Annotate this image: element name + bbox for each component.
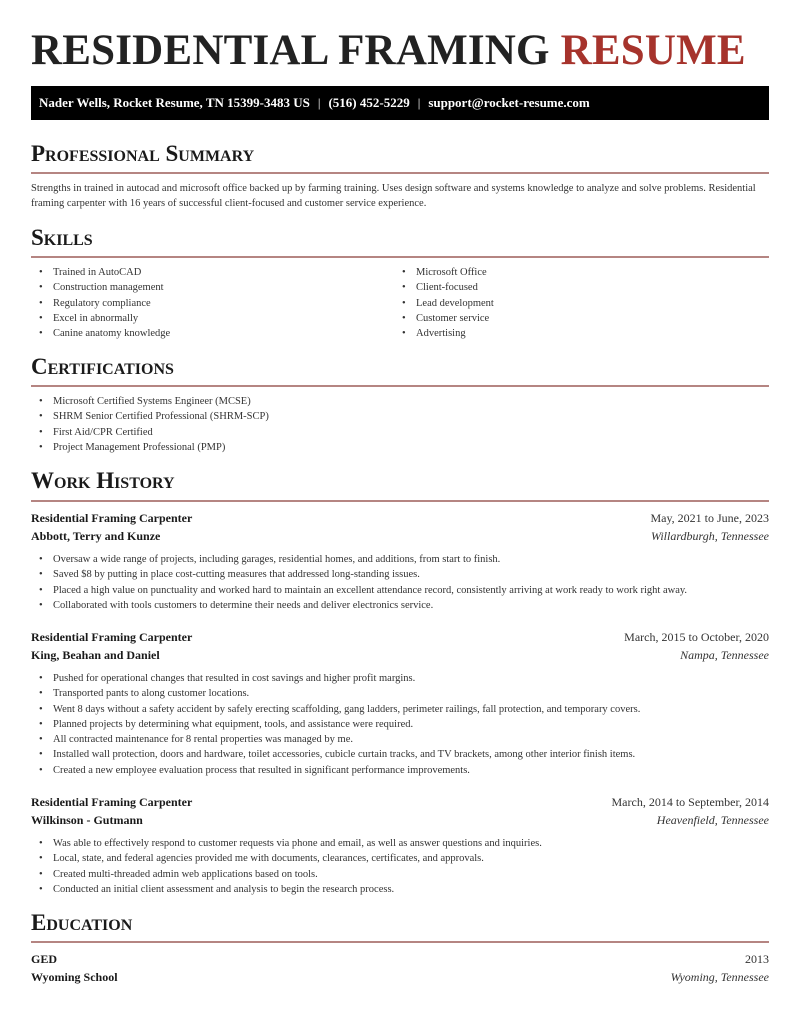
job-header-row xyxy=(31,629,769,645)
certification-item: • Project Management Professional (PMP) xyxy=(31,440,269,455)
section-divider xyxy=(31,941,769,943)
skill-item: • Customer service xyxy=(394,311,494,326)
education-school: Wyoming School xyxy=(31,970,118,984)
job-location: Heavenfield, Tennessee xyxy=(656,813,769,827)
certification-item: • SHRM Senior Certified Professional (SHRM-SCP) xyxy=(31,409,269,424)
job-bullet: • Local, state, and federal agencies provided me with documents, clearances, certificates, and approvals. xyxy=(31,851,542,866)
section-divider xyxy=(31,385,769,387)
title-main: RESIDENTIAL FRAMING xyxy=(31,27,550,74)
education-school-row xyxy=(31,969,769,985)
skill-item: • Microsoft Office xyxy=(394,265,494,280)
job-bullet: • Saved $8 by putting in place cost-cutting measures that addressed long-standing issues. xyxy=(31,567,687,582)
job-bullet: • Collaborated with tools customers to determine their needs and deliver electronics service. xyxy=(31,598,687,613)
section-divider xyxy=(31,256,769,258)
job-location: Willardburgh, Tennessee xyxy=(650,529,769,543)
job-bullet: • Planned projects by determining what equipment, tools, and assistance were required. xyxy=(31,717,640,732)
skill-item: • Trained in AutoCAD xyxy=(31,265,170,280)
skill-item: • Lead development xyxy=(394,296,494,311)
contact-phone[interactable]: (516) 452-5229 xyxy=(328,95,410,110)
education-year: 2013 xyxy=(745,952,769,966)
skill-item: • Advertising xyxy=(394,326,494,341)
skill-item: • Construction management xyxy=(31,280,170,295)
section-heading-skills: Skills xyxy=(31,225,93,250)
job-company: Wilkinson - Gutmann xyxy=(31,813,143,827)
contact-email[interactable]: support@rocket-resume.com xyxy=(428,95,590,110)
job-bullet: • Pushed for operational changes that resulted in cost savings and higher profit margins. xyxy=(31,671,640,686)
contact-separator: | xyxy=(317,95,321,110)
job-company-row xyxy=(31,528,769,544)
job-bullet: • All contracted maintenance for 8 rental properties was managed by me. xyxy=(31,732,640,747)
education-location: Wyoming, Tennessee xyxy=(670,970,769,984)
certification-item: • First Aid/CPR Certified xyxy=(31,425,269,440)
job-title: Residential Framing Carpenter xyxy=(31,630,193,644)
job-company-row xyxy=(31,812,769,828)
skill-item: • Regulatory compliance xyxy=(31,296,170,311)
job-bullets xyxy=(31,671,640,778)
summary-text: Strengths in trained in autocad and microsoft office backed up by farming training. Uses design software and systems knowledge to analyze and solve problems. Residential framing carpenter with 16 years of successful client-focused and customer service experience. xyxy=(31,183,756,209)
job-title: Residential Framing Carpenter xyxy=(31,795,193,809)
title-accent: RESUME xyxy=(560,27,746,74)
certification-item: • Microsoft Certified Systems Engineer (MCSE) xyxy=(31,394,269,409)
job-company: Abbott, Terry and Kunze xyxy=(31,529,161,543)
skill-item: • Client-focused xyxy=(394,280,494,295)
section-heading-education: Education xyxy=(31,910,133,935)
contact-separator: | xyxy=(417,95,421,110)
section-heading-certifications: Certifications xyxy=(31,354,174,379)
certifications-list xyxy=(31,394,269,455)
job-bullet: • Conducted an initial client assessment and analysis to begin the research process. xyxy=(31,882,542,897)
section-divider xyxy=(31,172,769,174)
job-company: King, Beahan and Daniel xyxy=(31,648,160,662)
job-bullet: • Went 8 days without a safety accident by safely erecting scaffolding, gang ladders, perimeter railings, fall protection, and temporary covers. xyxy=(31,702,640,717)
resume-title xyxy=(31,28,746,74)
job-bullets xyxy=(31,552,687,613)
job-bullet: • Installed wall protection, doors and hardware, toilet accessories, cubicle curtain tracks, and TV brackets, among other interior finish items. xyxy=(31,747,640,762)
job-location: Nampa, Tennessee xyxy=(680,648,769,662)
job-header-row xyxy=(31,510,769,526)
skill-item: • Excel in abnormally xyxy=(31,311,170,326)
job-dates: March, 2014 to September, 2014 xyxy=(611,795,769,809)
section-heading-work-history: Work History xyxy=(31,468,175,493)
section-heading-summary: Professional Summary xyxy=(31,141,255,166)
skills-list-right xyxy=(394,265,494,341)
job-bullet: • Placed a high value on punctuality and worked hard to maintain an excellent attendance record, consistently arriving at work ready to work right away. xyxy=(31,583,687,598)
job-bullet: • Created a new employee evaluation process that resulted in significant performance improvements. xyxy=(31,763,640,778)
job-dates: May, 2021 to June, 2023 xyxy=(650,511,769,525)
skill-item: • Canine anatomy knowledge xyxy=(31,326,170,341)
contact-bar xyxy=(31,86,769,120)
section-divider xyxy=(31,500,769,502)
job-bullet: • Transported pants to along customer locations. xyxy=(31,686,640,701)
education-degree-row xyxy=(31,951,769,967)
job-dates: March, 2015 to October, 2020 xyxy=(624,630,769,644)
education-degree: GED xyxy=(31,952,58,966)
job-company-row xyxy=(31,647,769,663)
job-bullet: • Created multi-threaded admin web applications based on tools. xyxy=(31,867,542,882)
job-bullet: • Was able to effectively respond to customer requests via phone and email, as well as answer questions and inquiries. xyxy=(31,836,542,851)
job-bullets xyxy=(31,836,542,897)
job-title: Residential Framing Carpenter xyxy=(31,511,193,525)
job-header-row xyxy=(31,794,769,810)
skills-list-left xyxy=(31,265,170,341)
job-bullet: • Oversaw a wide range of projects, including garages, residential homes, and additions, from start to finish. xyxy=(31,552,687,567)
contact-address: Nader Wells, Rocket Resume, TN 15399-3483 US xyxy=(39,95,310,110)
